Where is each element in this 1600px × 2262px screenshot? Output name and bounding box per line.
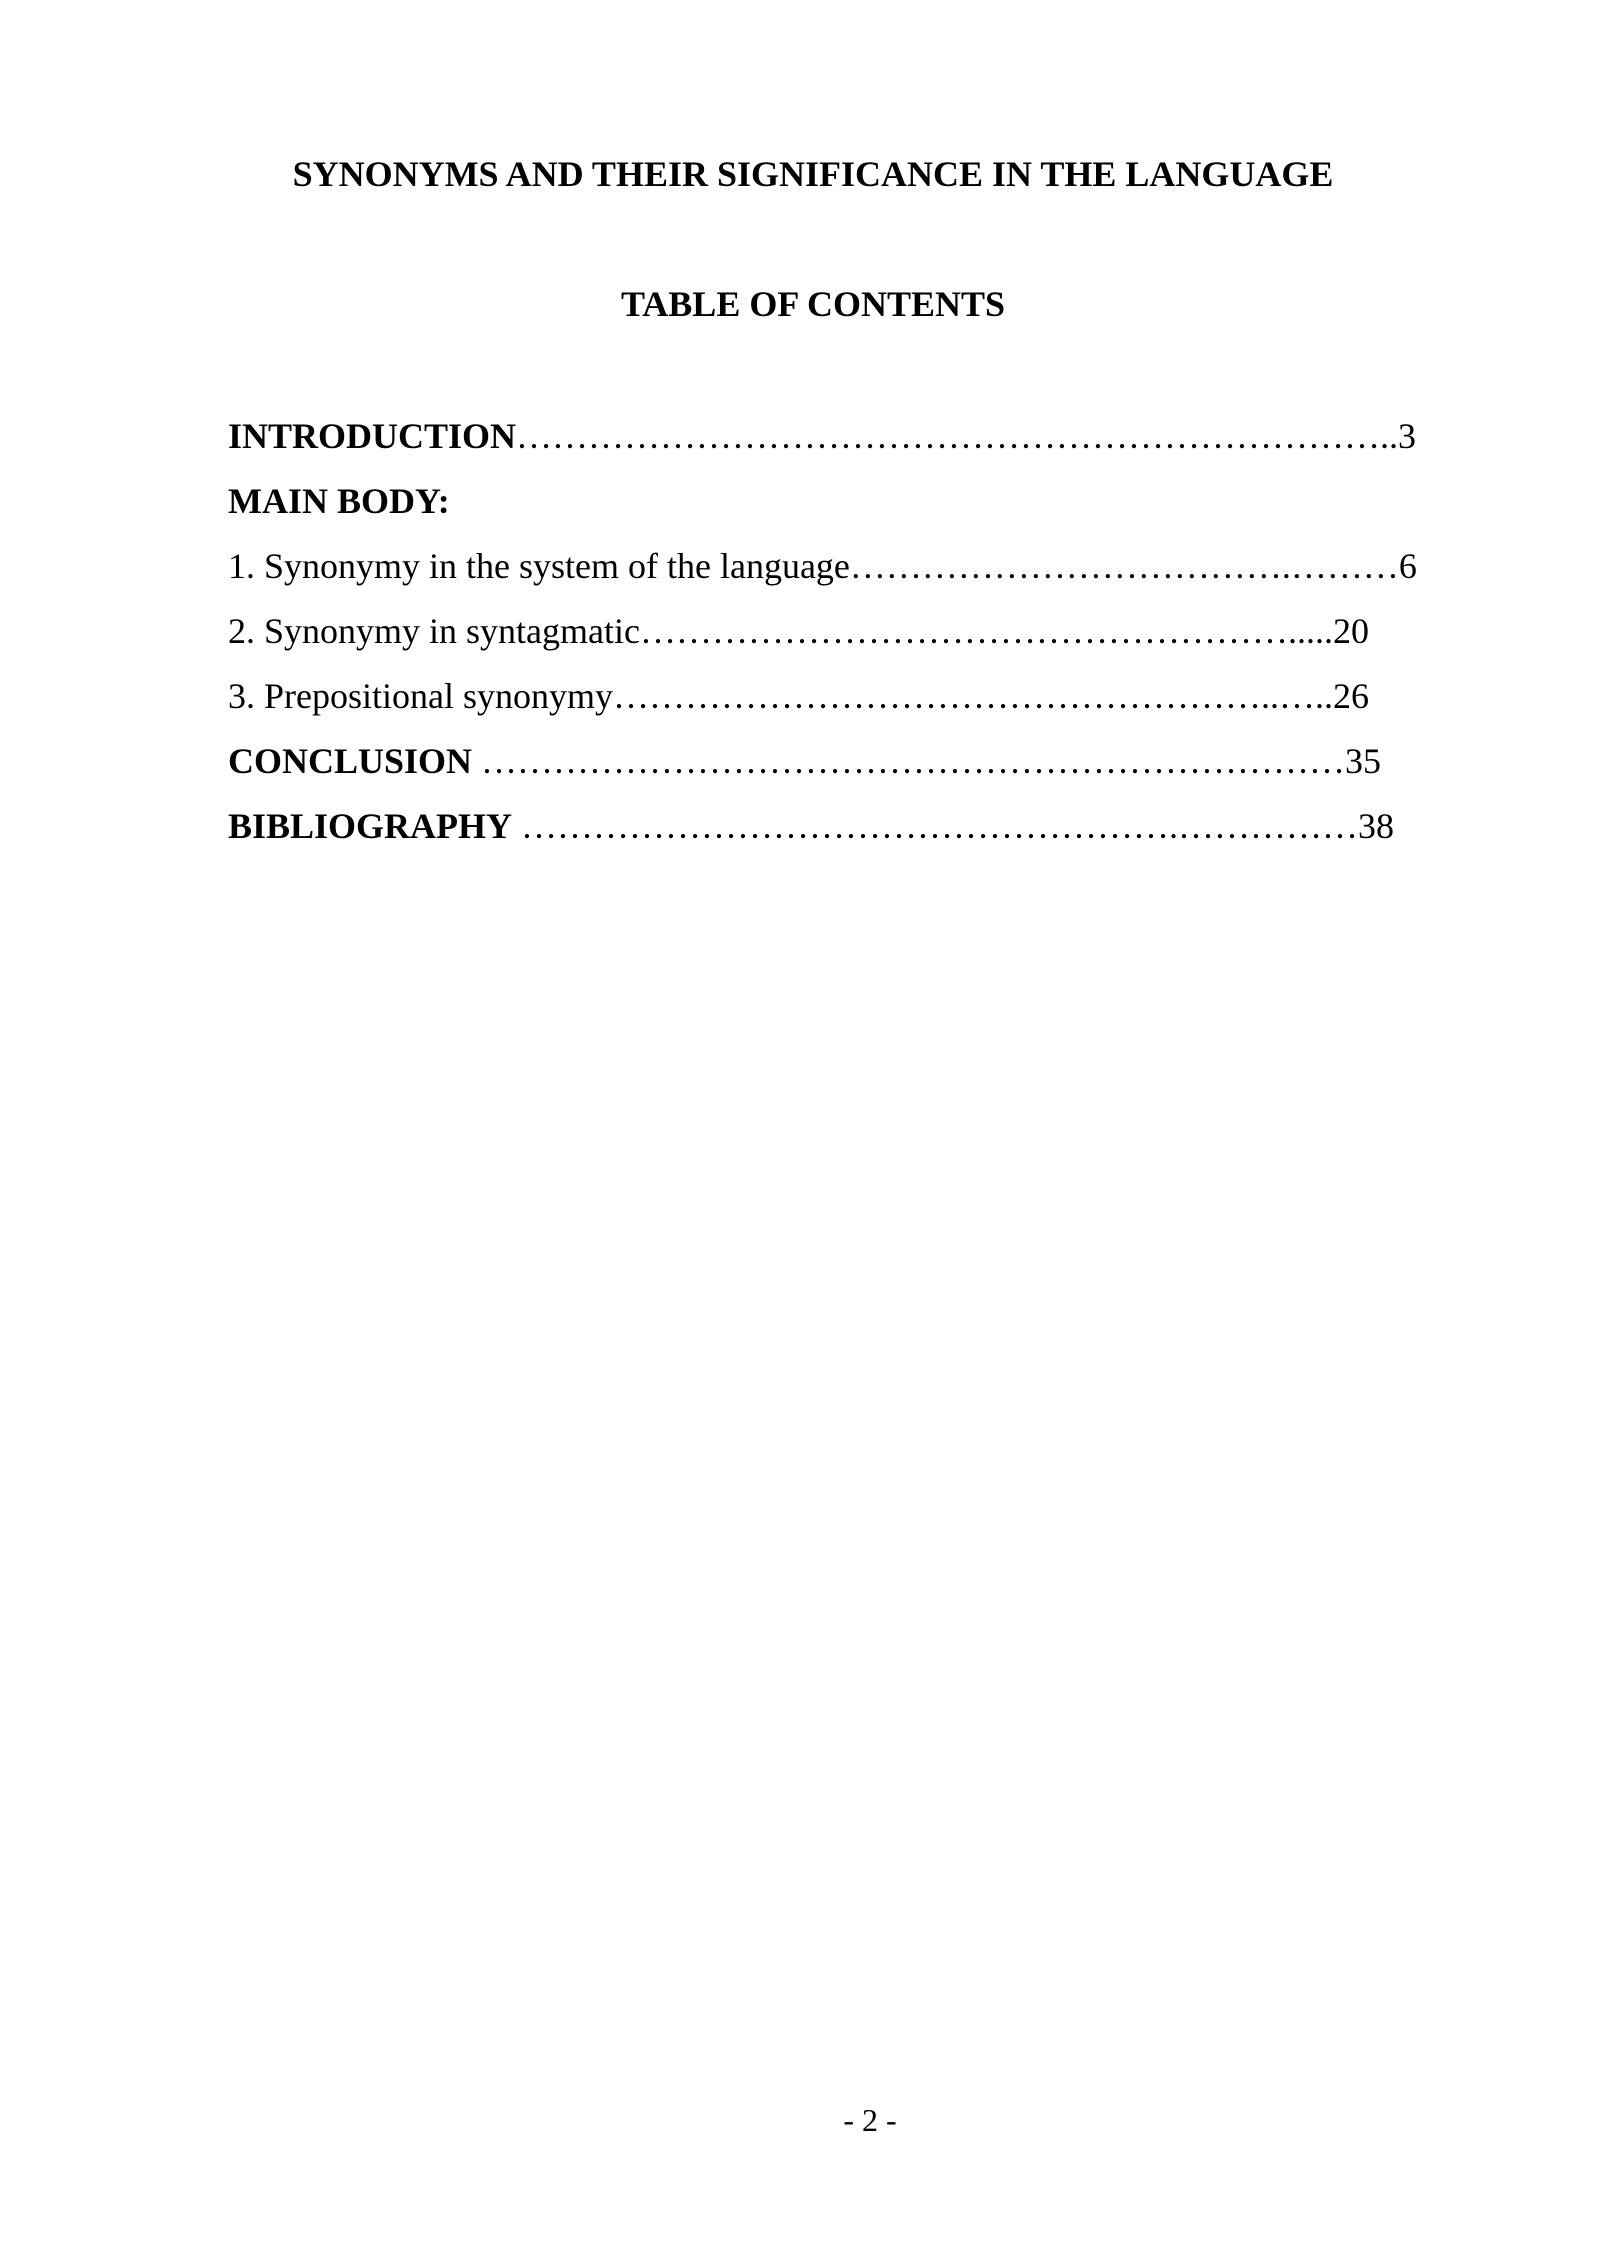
toc-entry-leader: ……………………………….……… (849, 546, 1399, 586)
toc-entry-bibliography (228, 804, 1394, 848)
toc-entry-prepositional-synonymy (228, 674, 1369, 718)
toc-entry-leader: ……………………………………………………………….. (516, 416, 1399, 456)
toc-entry-label: MAIN BODY: (228, 481, 450, 521)
page-number: - 2 - (843, 2102, 897, 2138)
toc-entry-synonymy-syntagmatic (228, 609, 1369, 653)
toc-entry-synonymy-system (228, 544, 1417, 588)
toc-entry-label: 1. Synonymy in the system of the language (228, 546, 850, 586)
toc-entry-page: 20 (1332, 611, 1369, 651)
toc-entry-label: 3. Prepositional synonymy (228, 676, 613, 716)
toc-entry-leader: ……………………………………………………………… (472, 741, 1346, 781)
toc-entry-page: 6 (1398, 546, 1417, 586)
toc-entry-label: INTRODUCTION (228, 416, 517, 456)
toc-entry-label: 2. Synonymy in syntagmatic (228, 611, 640, 651)
toc-heading: TABLE OF CONTENTS (620, 284, 1006, 324)
toc-entry-conclusion (228, 739, 1381, 783)
toc-entry-leader: ………………………………………………..... (639, 611, 1333, 651)
toc-entry-main-body (228, 479, 450, 523)
document-title: SYNONYMS AND THEIR SIGNIFICANCE IN THE LANGUAGE (292, 154, 1334, 194)
toc-entry-page: 38 (1358, 806, 1395, 846)
toc-entry-page: 35 (1345, 741, 1382, 781)
toc-entry-page: 3 (1398, 416, 1417, 456)
toc-entry-page: 26 (1333, 676, 1369, 716)
toc-entry-leader: ………………………………………………..….. (613, 676, 1333, 716)
toc-entry-introduction (228, 414, 1416, 458)
toc-entry-label: CONCLUSION (228, 741, 473, 781)
toc-entry-leader: ……………………………………………….…………… (512, 806, 1359, 846)
toc-entry-label: BIBLIOGRAPHY (228, 806, 513, 846)
